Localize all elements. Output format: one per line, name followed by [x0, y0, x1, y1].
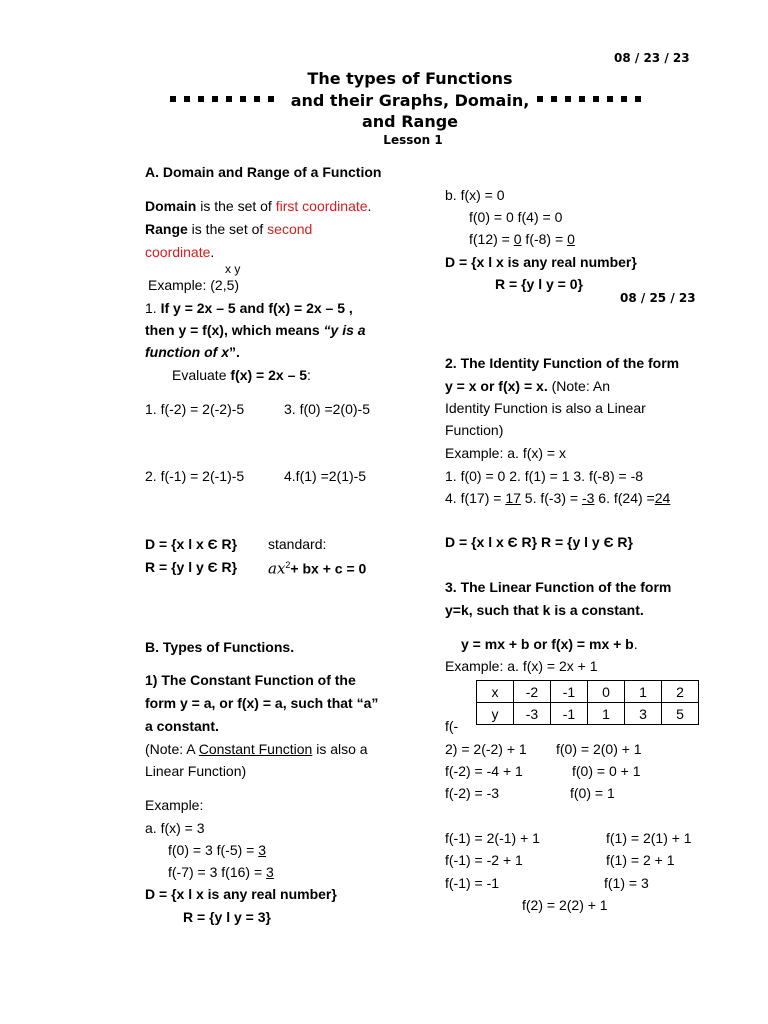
range-word: Range — [145, 221, 188, 237]
domain-definition — [145, 198, 371, 215]
b-l2-answer-1: 0 — [513, 231, 522, 247]
ex-l1-text: f(0) = 3 f(-5) = — [168, 842, 259, 858]
calc-3-line-1: f(-1) = 2(-1) + 1 — [445, 830, 540, 846]
range-definition-2 — [145, 244, 214, 261]
identity-line-3: Identity Function is also a Linear — [445, 400, 646, 416]
calc-4-line-3: f(1) = 3 — [604, 875, 649, 891]
id-l2-e: 6. f(24) = — [594, 490, 655, 506]
evaluate-function: f(x) = 2x – 5 — [230, 367, 308, 383]
item1-line1 — [145, 300, 353, 317]
identity-line-2 — [445, 378, 610, 395]
lesson-label: Lesson 1 — [383, 133, 443, 147]
table-row — [477, 703, 699, 725]
range-set: R = {y l y Є R} — [145, 559, 238, 575]
identity-form: y = x or f(x) = x. — [445, 378, 548, 394]
range-red-1: second — [267, 221, 313, 237]
example-a: a. f(x) = 3 — [145, 820, 205, 836]
note-constant-function: Constant Function — [198, 741, 313, 757]
b-line-2 — [469, 231, 575, 248]
domain-end: . — [367, 198, 372, 214]
item1-close: ”. — [229, 344, 240, 360]
standard-label: standard: — [268, 536, 327, 552]
item1-function: function of x — [145, 344, 229, 360]
identity-line-1: 2. The Identity Function of the form — [445, 355, 680, 371]
example-label: Example: — [145, 797, 204, 813]
calc-3-line-2: f(-1) = -2 + 1 — [445, 852, 523, 868]
identity-evals-2 — [445, 490, 670, 507]
constant-line-3: a constant. — [145, 718, 219, 734]
b-fx: b. f(x) = 0 — [445, 187, 505, 203]
table-cell: 2 — [662, 681, 699, 703]
title-line-1: The types of Functions — [307, 69, 513, 88]
calc-4-line-2: f(1) = 2 + 1 — [606, 852, 675, 868]
eval-2: 2. f(-1) = 2(-1)-5 — [145, 468, 245, 484]
table-cell: x — [477, 681, 514, 703]
item1-then: then y = f(x), which means — [145, 322, 324, 338]
id-l2-c: 5. f(-3) = — [520, 490, 582, 506]
linear-form-dot: . — [633, 636, 638, 652]
date-label: 08 / 23 / 23 — [614, 51, 690, 65]
section-a-heading: A. Domain and Range of a Function — [145, 164, 382, 180]
evaluate-colon: : — [307, 367, 311, 383]
example-pair: Example: (2,5) — [148, 277, 240, 293]
linear-form — [461, 636, 638, 653]
b-l2-c: f(-8) = — [521, 231, 568, 247]
eval-3: 3. f(0) =2(0)-5 — [284, 401, 370, 417]
table-cell: -3 — [514, 703, 551, 725]
xy-table — [476, 680, 699, 725]
example-domain: D = {x l x is any real number} — [145, 886, 337, 902]
calc-2-line-1: f(0) = 2(0) + 1 — [556, 741, 642, 757]
title-line-2: and their Graphs, Domain, — [290, 91, 530, 110]
range-definition — [145, 221, 312, 238]
table-cell: 1 — [588, 703, 625, 725]
id-l2-a: 4. f(17) = — [445, 490, 506, 506]
note-a: (Note: A — [145, 741, 199, 757]
calc-1-line-2: f(-2) = -4 + 1 — [445, 763, 523, 779]
f-dash: f(- — [445, 718, 459, 734]
evaluate-line — [172, 367, 311, 384]
calc-1-line-1: 2) = 2(-2) + 1 — [445, 741, 527, 757]
identity-evals-1: 1. f(0) = 0 2. f(1) = 1 3. f(-8) = -8 — [445, 468, 644, 484]
table-cell: 0 — [588, 681, 625, 703]
domain-mid: is the set of — [196, 198, 276, 214]
linear-example: Example: a. f(x) = 2x + 1 — [445, 658, 598, 674]
b-l2-answer-2: 0 — [567, 231, 575, 247]
identity-domain-range: D = {x l x Є R} R = {y l y Є R} — [445, 534, 633, 550]
note-line-2: Linear Function) — [145, 763, 247, 779]
xy-label: x y — [225, 262, 241, 276]
table-cell: 5 — [662, 703, 699, 725]
domain-word: Domain — [145, 198, 197, 214]
quad-rest: + bx + c = 0 — [290, 560, 367, 577]
id-l2-ans-3: 24 — [654, 490, 671, 506]
table-cell: -1 — [551, 703, 588, 725]
table-cell: -2 — [514, 681, 551, 703]
domain-set: D = {x l x Є R} — [145, 536, 238, 552]
linear-line-1: 3. The Linear Function of the form — [445, 579, 672, 595]
range-red-2: coordinate — [145, 244, 211, 260]
calc-1-line-3: f(-2) = -3 — [445, 785, 500, 801]
ex-l2-text: f(-7) = 3 f(16) = — [168, 864, 267, 880]
item1-num: 1. — [145, 300, 161, 316]
calc-last: f(2) = 2(2) + 1 — [522, 897, 608, 913]
calc-4-line-1: f(1) = 2(1) + 1 — [606, 830, 692, 846]
range-mid: is the set of — [187, 221, 268, 237]
example-line-2 — [168, 864, 274, 881]
b-line-1: f(0) = 0 f(4) = 0 — [469, 209, 563, 225]
table-cell: y — [477, 703, 514, 725]
calc-2-line-3: f(0) = 1 — [570, 785, 615, 801]
note-c: is also a — [312, 741, 368, 757]
item1-line3 — [145, 344, 240, 361]
title-line-3: and Range — [361, 112, 459, 131]
identity-example: Example: a. f(x) = x — [445, 445, 566, 461]
range-end: . — [210, 244, 215, 260]
linear-form-text: y = mx + b or f(x) = mx + b — [461, 636, 634, 652]
table-row — [477, 681, 699, 703]
table-cell: 1 — [625, 681, 662, 703]
calc-2-line-2: f(0) = 0 + 1 — [572, 763, 641, 779]
ex-l1-answer: 3 — [258, 842, 267, 858]
quadratic-form — [268, 557, 366, 578]
id-l2-ans-1: 17 — [505, 490, 521, 506]
ex-l2-answer: 3 — [266, 864, 274, 880]
identity-note: (Note: An — [547, 378, 610, 394]
b-domain: D = {x l x is any real number} — [445, 254, 637, 270]
constant-line-2: form y = a, or f(x) = a, such that “a” — [145, 695, 379, 711]
table-cell: -1 — [551, 681, 588, 703]
constant-line-1: 1) The Constant Function of the — [145, 672, 356, 688]
evaluate-word: Evaluate — [172, 367, 231, 383]
id-l2-ans-2: -3 — [581, 490, 595, 506]
table-cell: 3 — [625, 703, 662, 725]
linear-line-2: y=k, such that k is a constant. — [445, 602, 644, 618]
eval-4: 4.f(1) =2(1)-5 — [284, 468, 367, 484]
identity-line-4: Function) — [445, 422, 504, 438]
item1-quote: “y is a — [323, 322, 366, 338]
quad-ax: ax — [268, 559, 286, 578]
example-range: R = {y l y = 3} — [183, 909, 271, 925]
section-b-heading: B. Types of Functions. — [145, 639, 295, 655]
b-l2-a: f(12) = — [469, 231, 514, 247]
calc-3-line-3: f(-1) = -1 — [445, 875, 500, 891]
date-label-2: 08 / 25 / 23 — [620, 291, 696, 305]
quad-exponent: 2 — [285, 560, 291, 570]
note-line-1 — [145, 741, 368, 758]
b-range: R = {y l y = 0} — [495, 276, 583, 292]
example-line-1 — [168, 842, 266, 859]
domain-red: first coordinate — [275, 198, 368, 214]
item1-text: If y = 2x – 5 and f(x) = 2x – 5 , — [160, 300, 353, 316]
item1-line2 — [145, 322, 366, 339]
eval-1: 1. f(-2) = 2(-2)-5 — [145, 401, 245, 417]
